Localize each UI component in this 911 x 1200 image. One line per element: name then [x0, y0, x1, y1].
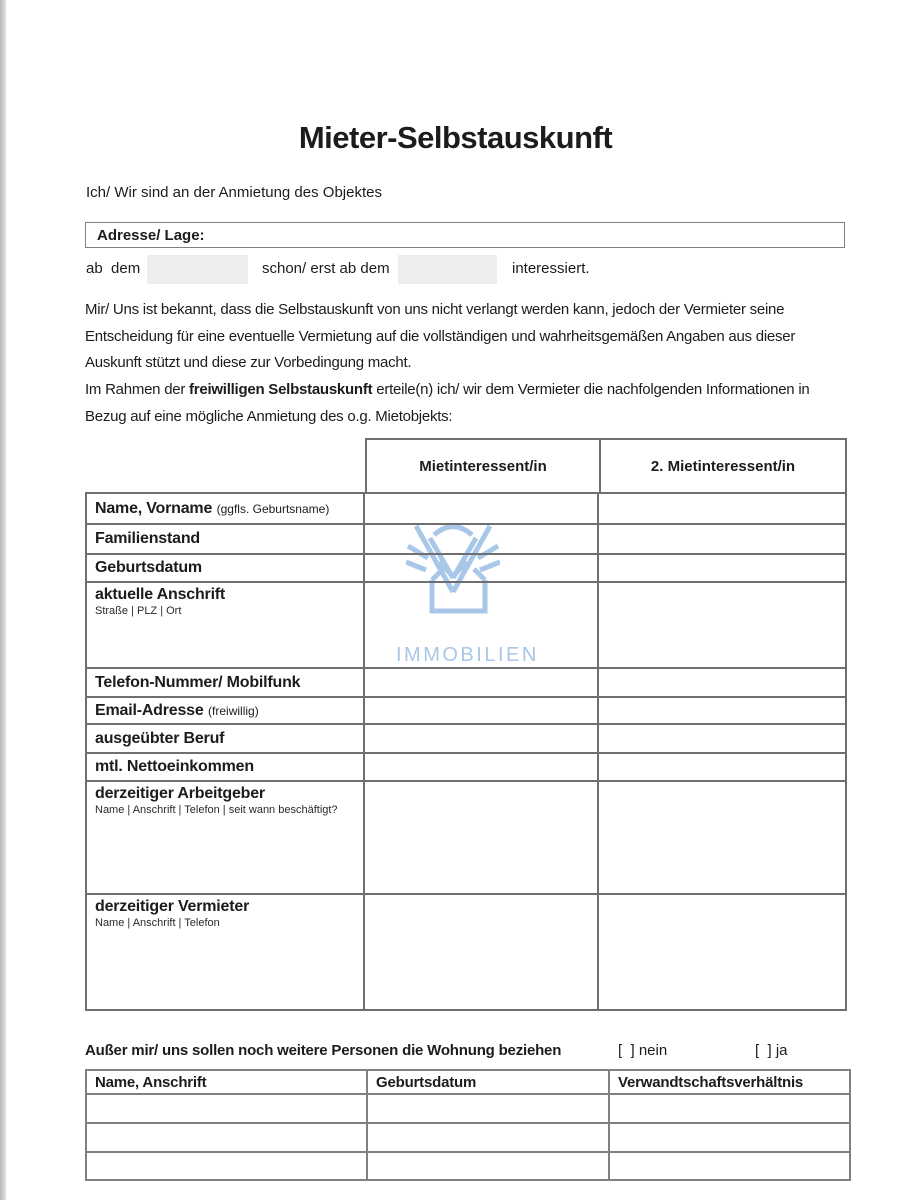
input-cell[interactable] — [368, 1095, 610, 1122]
row-label: derzeitiger Arbeitgeber — [95, 785, 265, 802]
input-cell[interactable] — [365, 895, 599, 1009]
input-cell[interactable] — [599, 669, 845, 696]
input-cell[interactable] — [610, 1153, 849, 1179]
row-label-cell — [87, 583, 365, 667]
input-cell[interactable] — [365, 669, 599, 696]
address-box-label: Adresse/ Lage: — [97, 227, 205, 244]
row-label: Telefon-Nummer/ Mobilfunk — [95, 673, 301, 691]
table-row — [87, 525, 845, 555]
row-label-cell — [87, 494, 365, 523]
date-line-middle: schon/ erst ab dem — [262, 260, 390, 277]
input-cell[interactable] — [599, 525, 845, 553]
table-row — [87, 1095, 849, 1124]
table-row — [87, 782, 845, 895]
input-cell[interactable] — [365, 583, 599, 667]
input-cell[interactable] — [599, 698, 845, 723]
date-line-suffix: interessiert. — [512, 260, 590, 277]
additional-persons-question: Außer mir/ uns sollen noch weitere Personen die Wohnung beziehen — [85, 1042, 562, 1059]
disclosure-paragraph: Mir/ Uns ist bekannt, dass die Selbstauskunft von uns nicht verlangt werden kann, jedoch der Vermieter seine Entscheidung für eine eventuelle Vermietung auf die vollständigen und wahrheitsgemäßen Angaben aus dieser Auskunft stützt und diese zur Vorbedingung macht. — [85, 301, 796, 371]
row-label-cell — [87, 895, 365, 1009]
header-verwandtschaft: Verwandtschaftsverhältnis — [618, 1074, 804, 1091]
address-box[interactable] — [85, 222, 845, 248]
input-cell[interactable] — [599, 494, 845, 523]
input-cell[interactable] — [365, 782, 599, 893]
input-cell[interactable] — [365, 494, 599, 523]
input-cell[interactable] — [87, 1095, 368, 1122]
row-label: Name, Vorname — [95, 499, 213, 517]
alternative-date-field[interactable] — [398, 255, 497, 284]
input-cell[interactable] — [365, 698, 599, 723]
row-sublabel: Name | Anschrift | Telefon | seit wann beschäftigt? — [95, 804, 338, 816]
table-row — [87, 895, 845, 1009]
input-cell[interactable] — [599, 754, 845, 780]
header-applicant-2: 2. Mietinteressent/in — [601, 438, 847, 492]
applicant-table-header — [85, 438, 847, 492]
table-row — [87, 583, 845, 669]
input-cell[interactable] — [365, 525, 599, 553]
row-label: derzeitiger Vermieter — [95, 898, 250, 915]
table-row — [87, 494, 845, 525]
applicant-table — [85, 438, 847, 1011]
row-label-cell — [87, 669, 365, 696]
table-row — [87, 698, 845, 725]
input-cell[interactable] — [599, 583, 845, 667]
row-label: mtl. Nettoeinkommen — [95, 758, 254, 775]
row-label: ausgeübter Beruf — [95, 729, 225, 747]
table-row — [87, 725, 845, 754]
row-label-cell — [87, 782, 365, 893]
row-label: Geburtsdatum — [95, 559, 202, 576]
checkbox-nein[interactable]: [ ] nein — [618, 1042, 668, 1059]
input-cell[interactable] — [365, 754, 599, 780]
date-line-prefix: ab dem — [86, 260, 141, 277]
watermark-text: IMMOBILIEN — [396, 644, 539, 666]
row-note: (freiwillig) — [208, 703, 259, 718]
move-in-date-field[interactable] — [147, 255, 248, 284]
row-label: aktuelle Anschrift — [95, 586, 226, 603]
input-cell[interactable] — [599, 782, 845, 893]
input-cell[interactable] — [599, 555, 845, 581]
header-applicant-1: Mietinteressent/in — [365, 438, 601, 492]
table-row — [87, 555, 845, 583]
header-name-anschrift: Name, Anschrift — [87, 1071, 368, 1093]
header-geburtsdatum: Geburtsdatum — [368, 1071, 610, 1093]
scan-edge — [0, 0, 6, 1200]
page-title: Mieter-Selbstauskunft — [298, 120, 613, 155]
additional-persons-header — [87, 1071, 849, 1095]
row-label-cell — [87, 725, 365, 752]
table-row — [87, 754, 845, 782]
intro-line: Ich/ Wir sind an der Anmietung des Objektes — [86, 184, 382, 201]
row-label-cell — [87, 754, 365, 780]
applicant-table-body — [85, 492, 847, 1011]
input-cell[interactable] — [610, 1124, 849, 1151]
row-label: Familienstand — [95, 530, 200, 547]
row-label-cell — [87, 525, 365, 553]
input-cell[interactable] — [87, 1153, 368, 1179]
row-label: Email-Adresse — [95, 701, 204, 719]
header-blank-cell — [85, 438, 365, 492]
input-cell[interactable] — [610, 1095, 849, 1122]
checkbox-ja[interactable]: [ ] ja — [755, 1042, 788, 1059]
row-sublabel: Name | Anschrift | Telefon — [95, 917, 220, 929]
row-label-cell — [87, 698, 365, 723]
input-cell[interactable] — [365, 725, 599, 752]
table-row — [87, 1153, 849, 1179]
input-cell[interactable] — [599, 895, 845, 1009]
table-row — [87, 669, 845, 698]
input-cell[interactable] — [599, 725, 845, 752]
input-cell[interactable] — [87, 1124, 368, 1151]
voluntary-paragraph: Im Rahmen der freiwilligen Selbstauskunft erteile(n) ich/ wir dem Vermieter die nachfolgenden Informationen in Bezug auf eine mögliche Anmietung des o.g. Mietobjekts: — [85, 381, 810, 425]
input-cell[interactable] — [368, 1153, 610, 1179]
input-cell[interactable] — [365, 555, 599, 581]
additional-persons-table — [85, 1069, 851, 1181]
row-note: (ggfls. Geburtsname) — [216, 501, 330, 516]
row-label-cell — [87, 555, 365, 581]
table-row — [87, 1124, 849, 1153]
row-sublabel: Straße | PLZ | Ort — [95, 605, 182, 617]
input-cell[interactable] — [368, 1124, 610, 1151]
